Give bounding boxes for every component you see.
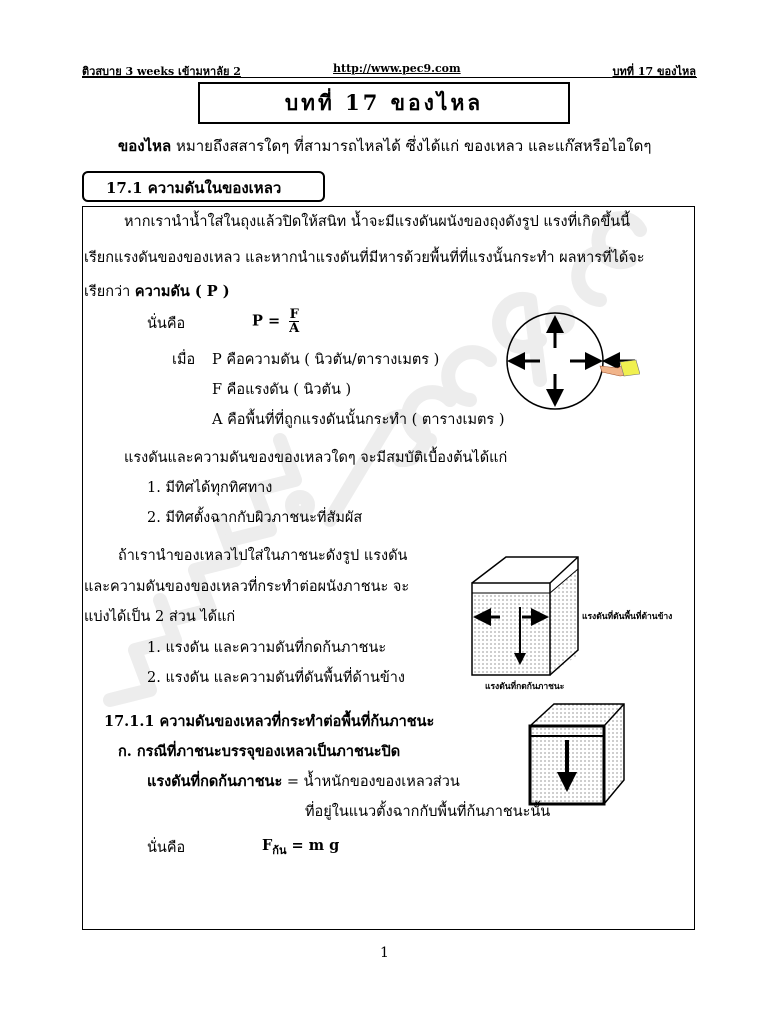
para1-line2: เรียกแรงดันของของเหลว และหากนำแรงดันที่มีหารด้วยพื้นที่ที่แรงนั้นกระทำ ผลหารที่ได้จะ <box>84 250 645 266</box>
pressure-formula <box>252 308 299 335</box>
part-item: 2. แรงดัน และความดันที่ดันพื้นที่ด้านข้าง <box>147 670 406 686</box>
formula-rhs: = m g <box>286 837 340 854</box>
para1-line3 <box>84 282 230 302</box>
bottom-force-formula <box>262 836 339 861</box>
open-container-diagram <box>470 555 582 681</box>
para1-line1: หากเรานำน้ำใส่ในถุงแล้วปิดให้สนิท น้ำจะมีแรงดันผนังของถุงดังรูป แรงที่เกิดขึ้นนี้ <box>124 214 631 230</box>
subsection-title: 17.1.1 ความดันของเหลวที่กระทำต่อพื้นที่ก้นภาชนะ <box>104 713 435 730</box>
bag-pressure-diagram <box>500 308 640 418</box>
definition-item: P คือความดัน ( นิวตัน/ตารางเมตร ) <box>212 352 440 368</box>
intro <box>118 136 651 156</box>
property-item: 1. มีทิศได้ทุกทิศทาง <box>147 480 273 496</box>
when-label: เมื่อ <box>172 352 196 368</box>
para2-line2: และความดันของของเหลวที่กระทำต่อผนังภาชนะ จะ <box>84 579 410 595</box>
header-rule <box>82 77 697 78</box>
definition-item: A คือพื้นที่ที่ถูกแรงดันนั้นกระทำ ( ตารางเมตร ) <box>212 412 505 428</box>
part-item: 1. แรงดัน และความดันที่กดก้นภาชนะ <box>147 640 387 656</box>
formula-lhs: P = <box>252 312 281 330</box>
numerator: F <box>289 307 299 322</box>
intro-text: หมายถึงสสารใดๆ ที่สามารถไหลได้ ซึ่งได้แก่ ของเหลว และแก๊สหรือไอใดๆ <box>171 137 652 155</box>
properties-intro: แรงดันและความดันของของเหลวใดๆ จะมีสมบัติเบื้องต้นได้แก่ <box>124 450 508 466</box>
header-url: http://www.pec9.com <box>333 62 461 75</box>
page-number: 1 <box>380 945 389 961</box>
bottom-pressure-label: แรงดันที่กดก้นภาชนะ <box>485 682 565 692</box>
definition-item: F คือแรงดัน ( นิวตัน ) <box>212 382 352 398</box>
header-left: ติวสบาย 3 weeks เข้ามหาลัย 2 <box>82 65 241 78</box>
formula-f: F <box>262 837 273 854</box>
case-heading: ก. กรณีที่ภาชนะบรรจุของเหลวเป็นภาชนะปิด <box>118 743 401 760</box>
def-line2: ที่อยู่ในแนวตั้งฉากกับพื้นที่ก้นภาชนะนั้น <box>305 804 551 820</box>
denominator: A <box>289 321 300 336</box>
def-text: = น้ำหนักของของเหลวส่วน <box>282 774 460 790</box>
section-heading: 17.1 ความดันในของเหลว <box>82 171 325 202</box>
pressure-term: ความดัน ( P ) <box>134 283 230 300</box>
def-term: แรงดันที่กดก้นภาชนะ <box>147 773 283 790</box>
formula2-label: นั่นคือ <box>147 840 186 856</box>
para2-line3: แบ่งได้เป็น 2 ส่วน ได้แก่ <box>84 609 236 625</box>
para2-line1: ถ้าเรานำของเหลวไปใส่ในภาชนะดังรูป แรงดัน <box>118 548 408 564</box>
side-pressure-label: แรงดันที่ดันพื้นที่ด้านข้าง <box>582 612 673 622</box>
intro-term: ของไหล <box>118 137 172 155</box>
formula-label: นั่นคือ <box>147 316 186 332</box>
bottom-force-definition <box>147 772 460 792</box>
fraction <box>289 308 299 335</box>
closed-container-diagram <box>520 700 630 810</box>
page-title: บทที่ 17 ของไหล <box>198 82 570 124</box>
header-right: บทที่ 17 ของไหล <box>612 65 696 78</box>
formula-subscript: ก้น <box>272 843 287 857</box>
property-item: 2. มีทิศตั้งฉากกับผิวภาชนะที่สัมผัส <box>147 510 363 526</box>
para1-prefix: เรียกว่า <box>84 284 135 300</box>
